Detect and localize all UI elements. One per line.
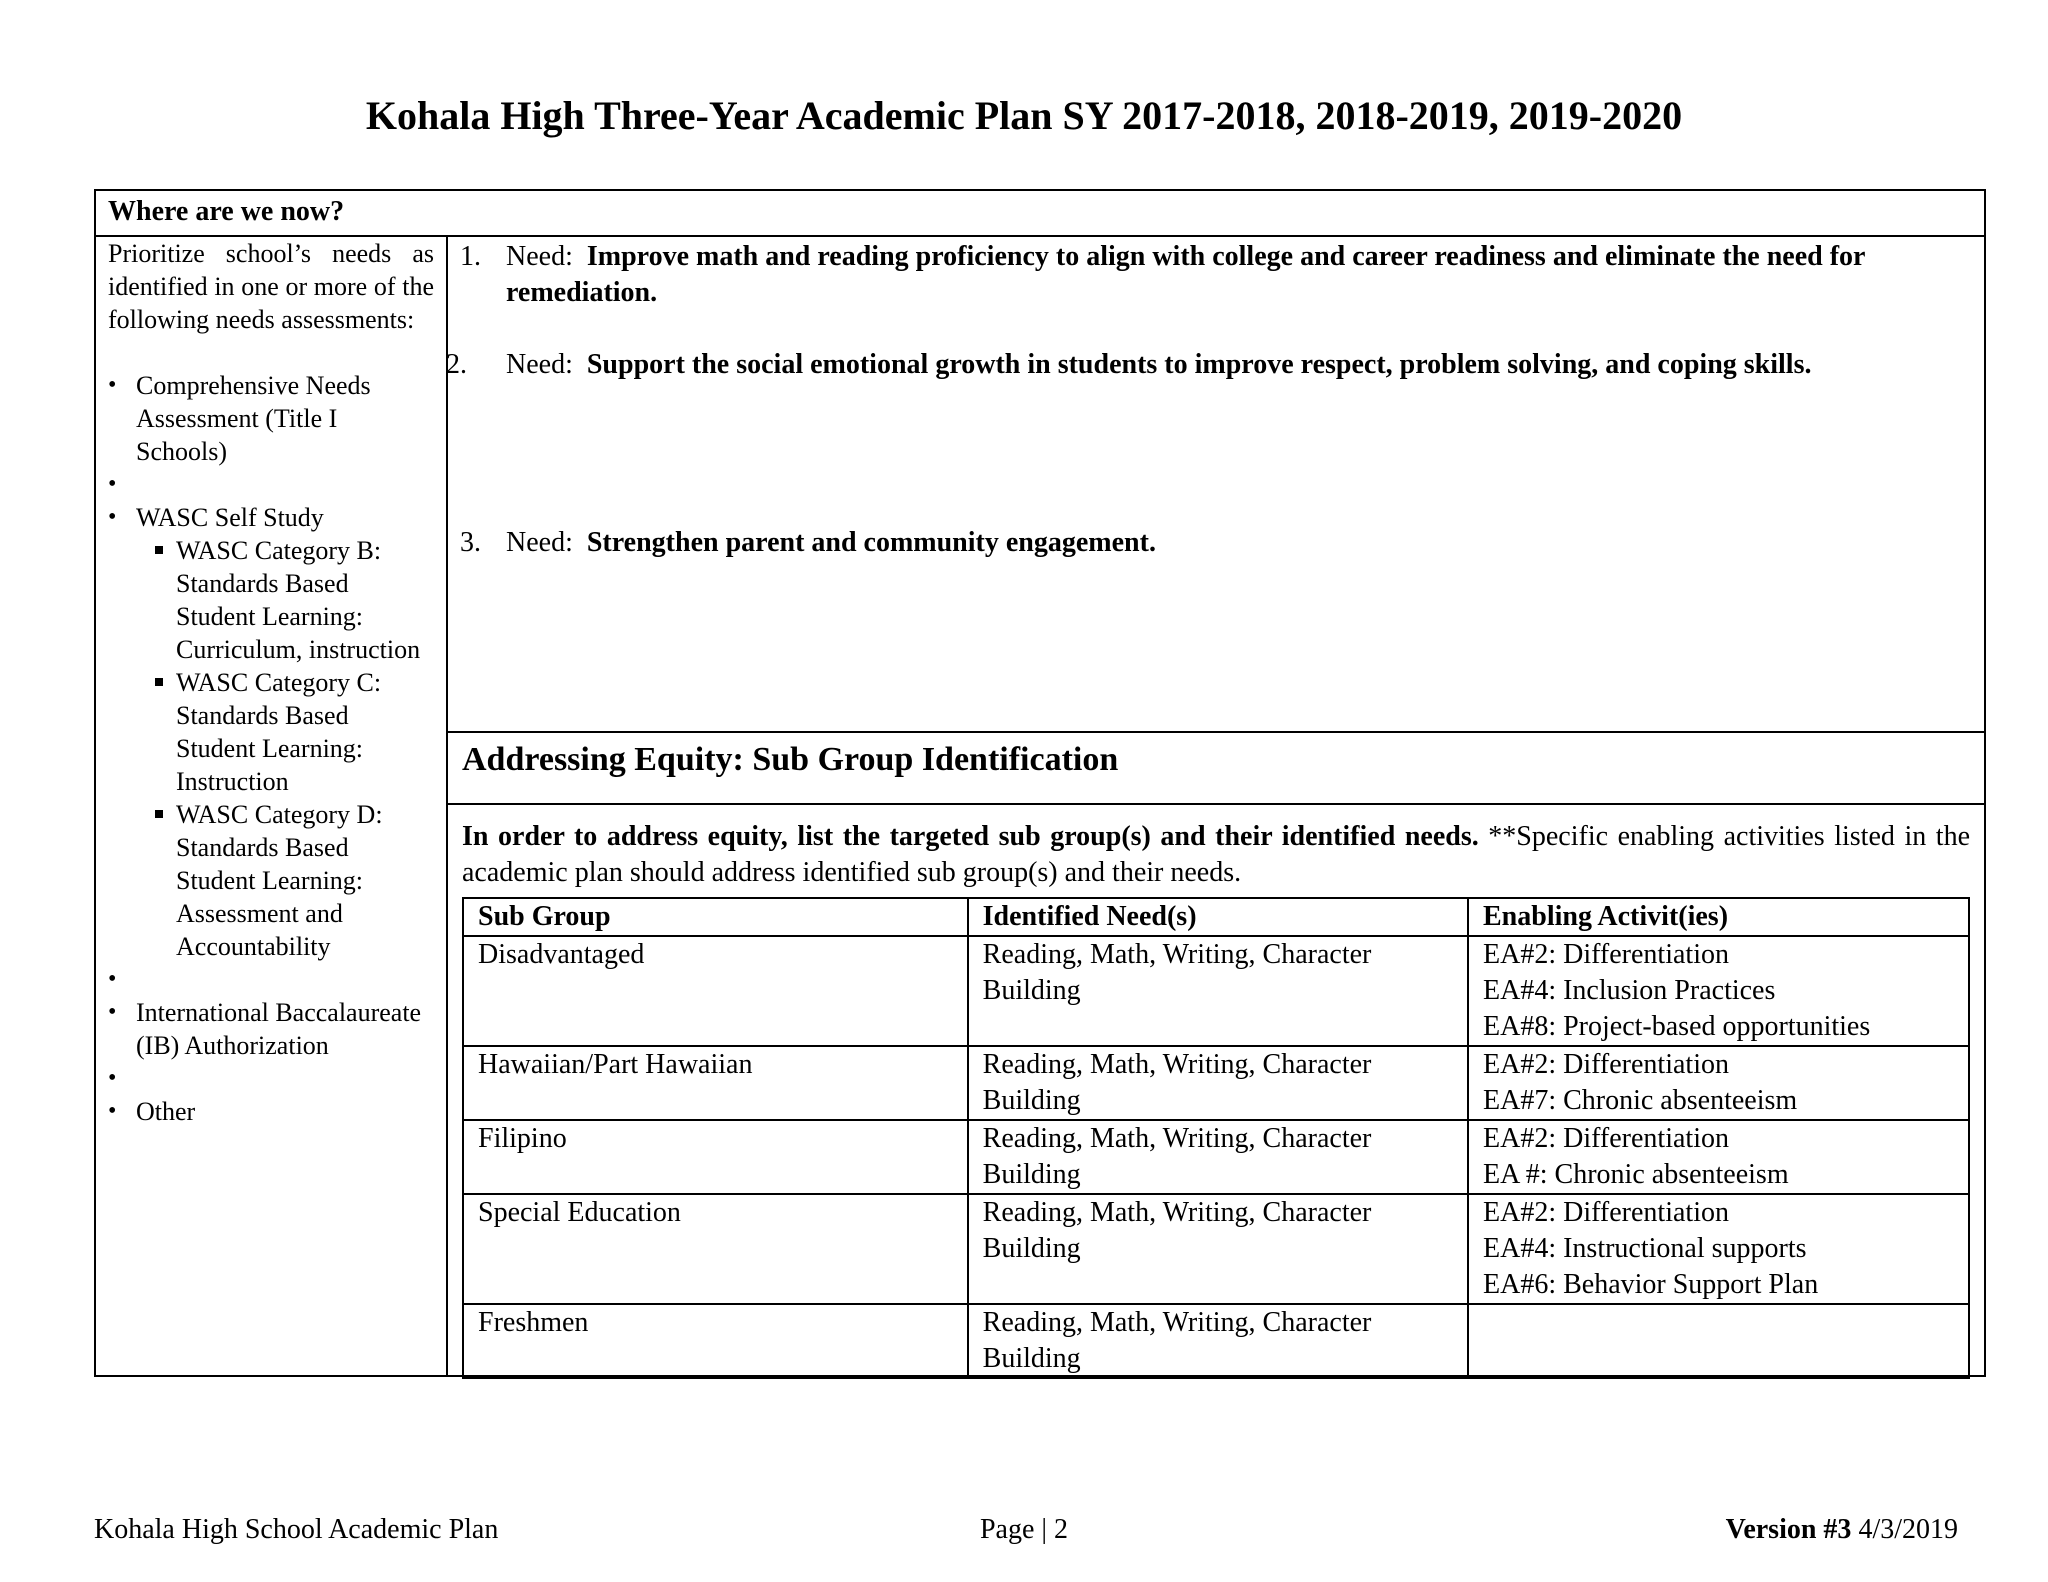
table-header-row xyxy=(463,898,1969,936)
table-row xyxy=(463,1046,1969,1120)
subgroup-cell: Disadvantaged xyxy=(463,936,968,1046)
subgroup-cell: Freshmen xyxy=(463,1304,968,1378)
need-cell: Reading, Math, Writing, Character Building xyxy=(968,1194,1468,1304)
activity-cell: EA#2: Differentiation EA#4: Inclusion Practices EA#8: Project-based opportunities xyxy=(1468,936,1969,1046)
need-cell: Reading, Math, Writing, Character Building xyxy=(968,1120,1468,1194)
table-row xyxy=(463,1120,1969,1194)
need-item: 2. Need: Support the social emotional growth in students to improve respect, problem solving, and coping skills. xyxy=(446,349,1812,380)
activity-cell xyxy=(1468,1304,1969,1378)
column-header: Identified Need(s) xyxy=(968,898,1468,936)
plan-table xyxy=(94,189,1986,1377)
column-header: Sub Group xyxy=(463,898,968,936)
assessment-item: • Comprehensive Needs Assessment (Title I Schools) xyxy=(108,369,434,468)
assessment-item: • WASC Self Study WASC Category B: Standards Based Student Learning: Curriculum, instruction WASC Category C: Standards Based Student Learning: Instruction WASC Category D: Standards Based Student Learning: Assessment and Accountability xyxy=(108,501,434,963)
table-row xyxy=(463,936,1969,1046)
subgroup-cell: Special Education xyxy=(463,1194,968,1304)
footer-page-number: Page | 2 xyxy=(979,1514,1069,1545)
activity-cell: EA#2: Differentiation EA#4: Instructional supports EA#6: Behavior Support Plan xyxy=(1468,1194,1969,1304)
where-header: Where are we now? xyxy=(96,191,1984,237)
document-title: Kohala High Three-Year Academic Plan SY 2017-2018, 2018-2019, 2019-2020 xyxy=(365,93,1683,138)
column-header: Enabling Activit(ies) xyxy=(1468,898,1969,936)
needs-and-equity xyxy=(448,237,1984,1375)
need-cell: Reading, Math, Writing, Character Building xyxy=(968,1304,1468,1378)
equity-instructions: In order to address equity, list the targeted sub group(s) and their identified needs. **Specific enabling activities listed in the academic plan should address identified sub group(s) and their needs. xyxy=(462,821,1970,888)
subgroup-cell: Hawaiian/Part Hawaiian xyxy=(463,1046,968,1120)
assessment-list xyxy=(108,369,434,1128)
need-cell: Reading, Math, Writing, Character Building xyxy=(968,1046,1468,1120)
assessment-item: • Other xyxy=(108,1095,434,1128)
need-item: 1. Need: Improve math and reading proficiency to align with college and career readiness and eliminate the need for remediation. xyxy=(460,241,1865,308)
footer-version: Version #3 4/3/2019 xyxy=(1725,1514,1958,1545)
needs-assessment-column xyxy=(96,237,448,1375)
needs-section xyxy=(448,237,1984,733)
wasc-sub-list xyxy=(136,534,434,963)
activity-cell: EA#2: Differentiation EA #: Chronic absenteeism xyxy=(1468,1120,1969,1194)
wasc-category-item: WASC Category D: Standards Based Student Learning: Assessment and Accountability xyxy=(176,798,434,963)
activity-cell: EA#2: Differentiation EA#7: Chronic absenteeism xyxy=(1468,1046,1969,1120)
assessment-item: • International Baccalaureate (IB) Authorization xyxy=(108,996,434,1062)
left-intro: Prioritize school’s needs as identified in one or more of the following needs assessments: xyxy=(108,239,434,334)
need-item: 3. Need: Strengthen parent and community engagement. xyxy=(460,527,1156,558)
table-row xyxy=(463,1304,1969,1378)
subgroup-cell: Filipino xyxy=(463,1120,968,1194)
footer-document-name: Kohala High School Academic Plan xyxy=(94,1514,499,1545)
wasc-category-item: WASC Category B: Standards Based Student Learning: Curriculum, instruction xyxy=(176,534,434,666)
subgroup-table xyxy=(462,897,1970,1379)
need-cell: Reading, Math, Writing, Character Building xyxy=(968,936,1468,1046)
equity-heading: Addressing Equity: Sub Group Identification xyxy=(448,733,1984,805)
wasc-category-item: WASC Category C: Standards Based Student Learning: Instruction xyxy=(176,666,434,798)
table-row xyxy=(463,1194,1969,1304)
